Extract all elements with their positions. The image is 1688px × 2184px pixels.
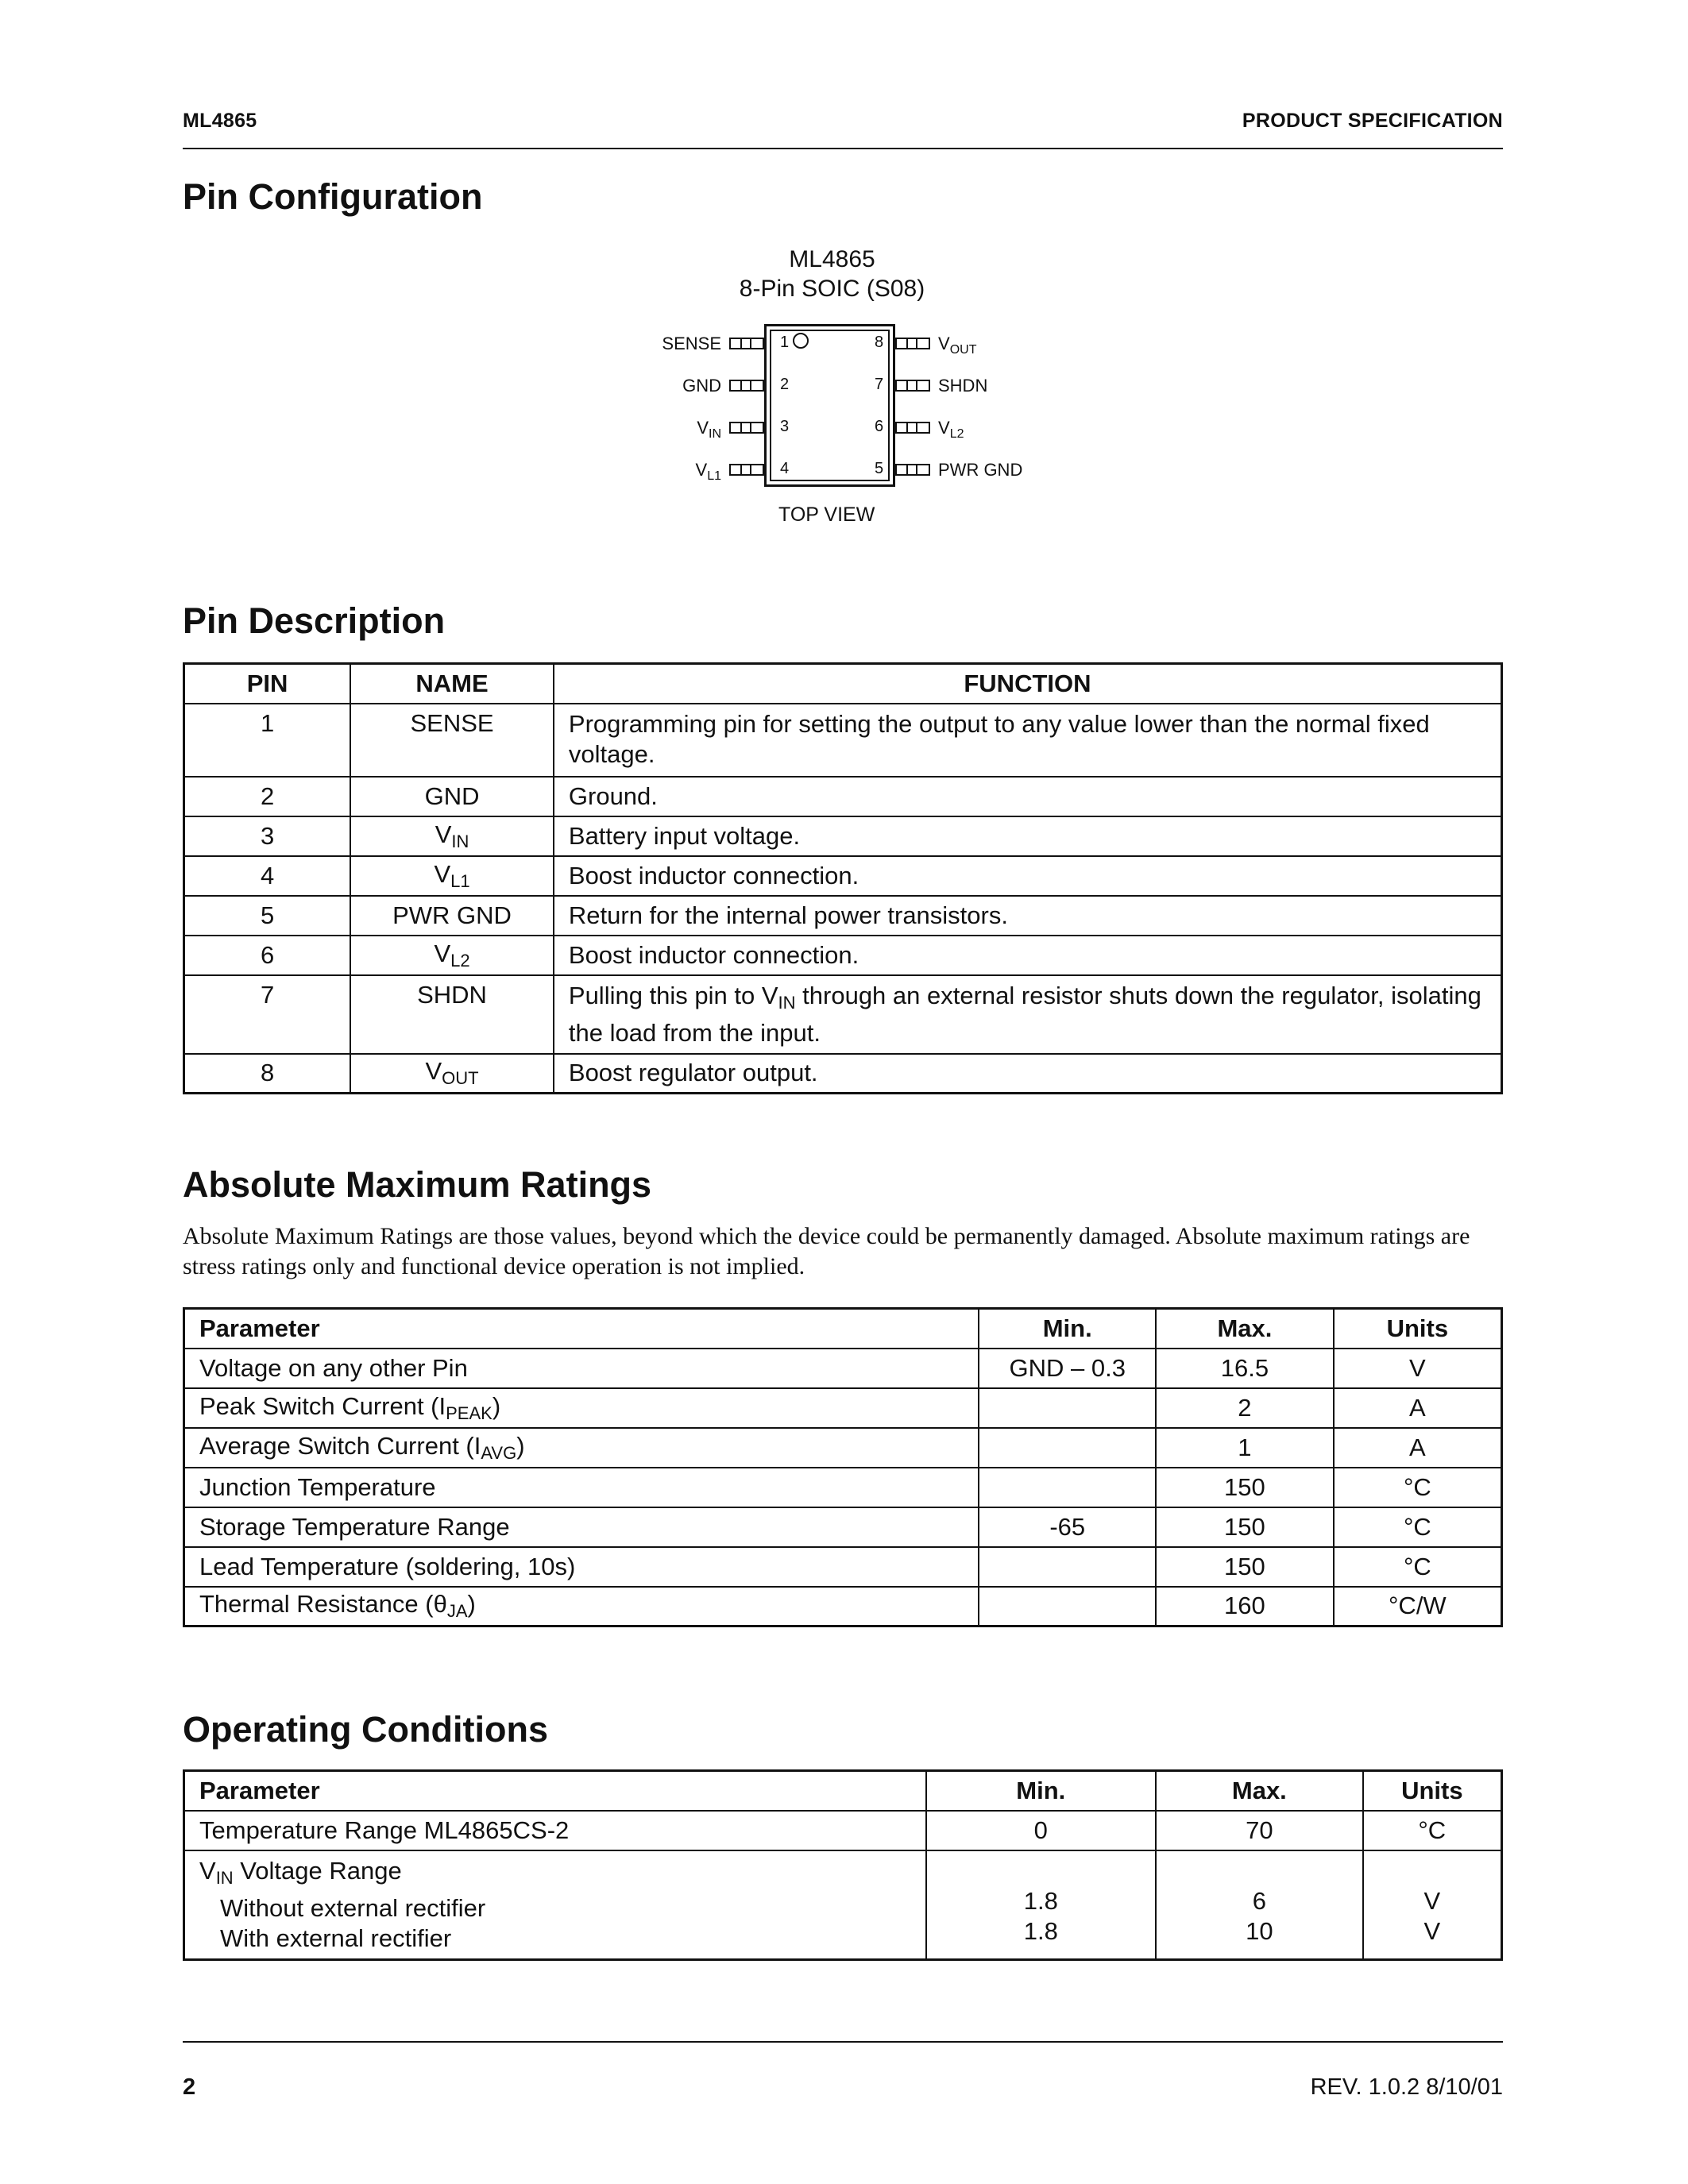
column-header: Max.: [1156, 1771, 1363, 1811]
operating-conditions-table: [183, 1769, 1503, 1961]
pin-description-heading: Pin Description: [183, 600, 446, 641]
table-row: Junction Temperature 150 °C: [184, 1468, 1502, 1507]
column-header: Units: [1334, 1309, 1502, 1349]
lead-1: [729, 338, 764, 349]
column-header: Max.: [1156, 1309, 1334, 1349]
page-number: 2: [183, 2074, 196, 2100]
table-row: 1 SENSE Programming pin for setting the output to any value lower than the normal fixed voltage.: [184, 704, 1502, 777]
table-row: 8 $V_{OUT}$ Boost regulator output.: [184, 1054, 1502, 1094]
pin-label-gnd: GND: [682, 376, 721, 396]
column-header: Parameter: [184, 1771, 926, 1811]
table-header-row: [184, 1309, 1502, 1349]
absolute-max-heading: Absolute Maximum Ratings: [183, 1164, 652, 1205]
pin-number-6: 6: [875, 418, 884, 435]
table-row: Voltage on any other Pin GND – 0.3 16.5 V: [184, 1349, 1502, 1388]
column-header: Min.: [926, 1771, 1156, 1811]
pin1-marker-icon: [793, 333, 809, 349]
operating-conditions-heading: Operating Conditions: [183, 1709, 548, 1750]
pin-number-3: 3: [780, 418, 790, 435]
pin-label-vl2: $V_{L2}$: [938, 418, 964, 441]
column-header: FUNCTION: [554, 664, 1502, 704]
lead-4: [729, 464, 764, 476]
column-header: PIN: [184, 664, 351, 704]
lead-8: [895, 338, 930, 349]
footer-rule: [183, 2041, 1503, 2043]
column-header: Parameter: [184, 1309, 979, 1349]
table-row: Average Switch Current $(I_{AVG})$ 1 A: [184, 1428, 1502, 1468]
table-header-row: [184, 1771, 1502, 1811]
table-row: 5 PWR GND Return for the internal power transistors.: [184, 896, 1502, 936]
pin-label-pwr-gnd: PWR GND: [938, 460, 1023, 480]
lead-5: [895, 464, 930, 476]
lead-7: [895, 380, 930, 392]
pin-label-vout: $V_{OUT}$: [938, 334, 977, 357]
lead-2: [729, 380, 764, 392]
pin-number-5: 5: [875, 460, 884, 477]
table-row: Peak Switch Current $(I_{PEAK})$ 2 A: [184, 1388, 1502, 1428]
pin-configuration-heading: Pin Configuration: [183, 176, 483, 217]
table-row: 2 GND Ground.: [184, 777, 1502, 816]
header-rule: [183, 148, 1503, 149]
column-header: Min.: [979, 1309, 1156, 1349]
table-row: Lead Temperature (soldering, 10s) 150 °C: [184, 1547, 1502, 1587]
table-row: $V_{IN}$ Voltage Range Without external rectifier With external rectifier 1.8 1.8 6 10 V V: [184, 1850, 1502, 1960]
table-row: 6 $V_{L2}$ Boost inductor connection.: [184, 936, 1502, 975]
column-header: Units: [1363, 1771, 1502, 1811]
header-doc-type: PRODUCT SPECIFICATION: [1242, 110, 1503, 132]
table-row: 3 $V_{IN}$ Battery input voltage.: [184, 816, 1502, 856]
lead-3: [729, 422, 764, 434]
pin-number-8: 8: [875, 334, 884, 351]
column-header: NAME: [350, 664, 554, 704]
pin-label-vl1: $V_{L1}$: [695, 460, 721, 483]
pin-number-4: 4: [780, 460, 790, 477]
table-row: Temperature Range ML4865CS-2 0 70 °C: [184, 1811, 1502, 1850]
lead-6: [895, 422, 930, 434]
table-row: 7 SHDN Pulling this pin to $V_{IN}$ through an external resistor shuts down the regulator, isolating the load from the input.: [184, 975, 1502, 1054]
package-name: 8-Pin SOIC (S08): [739, 276, 925, 302]
chip-name: ML4865: [789, 246, 875, 272]
absolute-max-table: [183, 1307, 1503, 1627]
revision-info: REV. 1.0.2 8/10/01: [1310, 2074, 1503, 2100]
table-row: Storage Temperature Range -65 150 °C: [184, 1507, 1502, 1547]
pin-label-vin: $V_{IN}$: [697, 418, 721, 441]
pin-label-shdn: SHDN: [938, 376, 988, 396]
absolute-max-intro: Absolute Maximum Ratings are those values, beyond which the device could be permanently damaged. Absolute maximum ratings are stress ratings only and functional device operation is not implied.: [183, 1223, 1470, 1279]
pin-label-sense: SENSE: [662, 334, 721, 353]
table-header-row: [184, 664, 1502, 704]
header-doc-name: ML4865: [183, 110, 257, 132]
top-view-label: TOP VIEW: [778, 504, 875, 526]
pin-number-1: 1: [780, 334, 790, 351]
pin-number-2: 2: [780, 376, 790, 393]
pin-number-7: 7: [875, 376, 884, 393]
pin-description-table: [183, 662, 1503, 1094]
table-row: 4 $V_{L1}$ Boost inductor connection.: [184, 856, 1502, 896]
table-row: Thermal Resistance $(\theta_{JA})$ 160 °C/W: [184, 1587, 1502, 1626]
